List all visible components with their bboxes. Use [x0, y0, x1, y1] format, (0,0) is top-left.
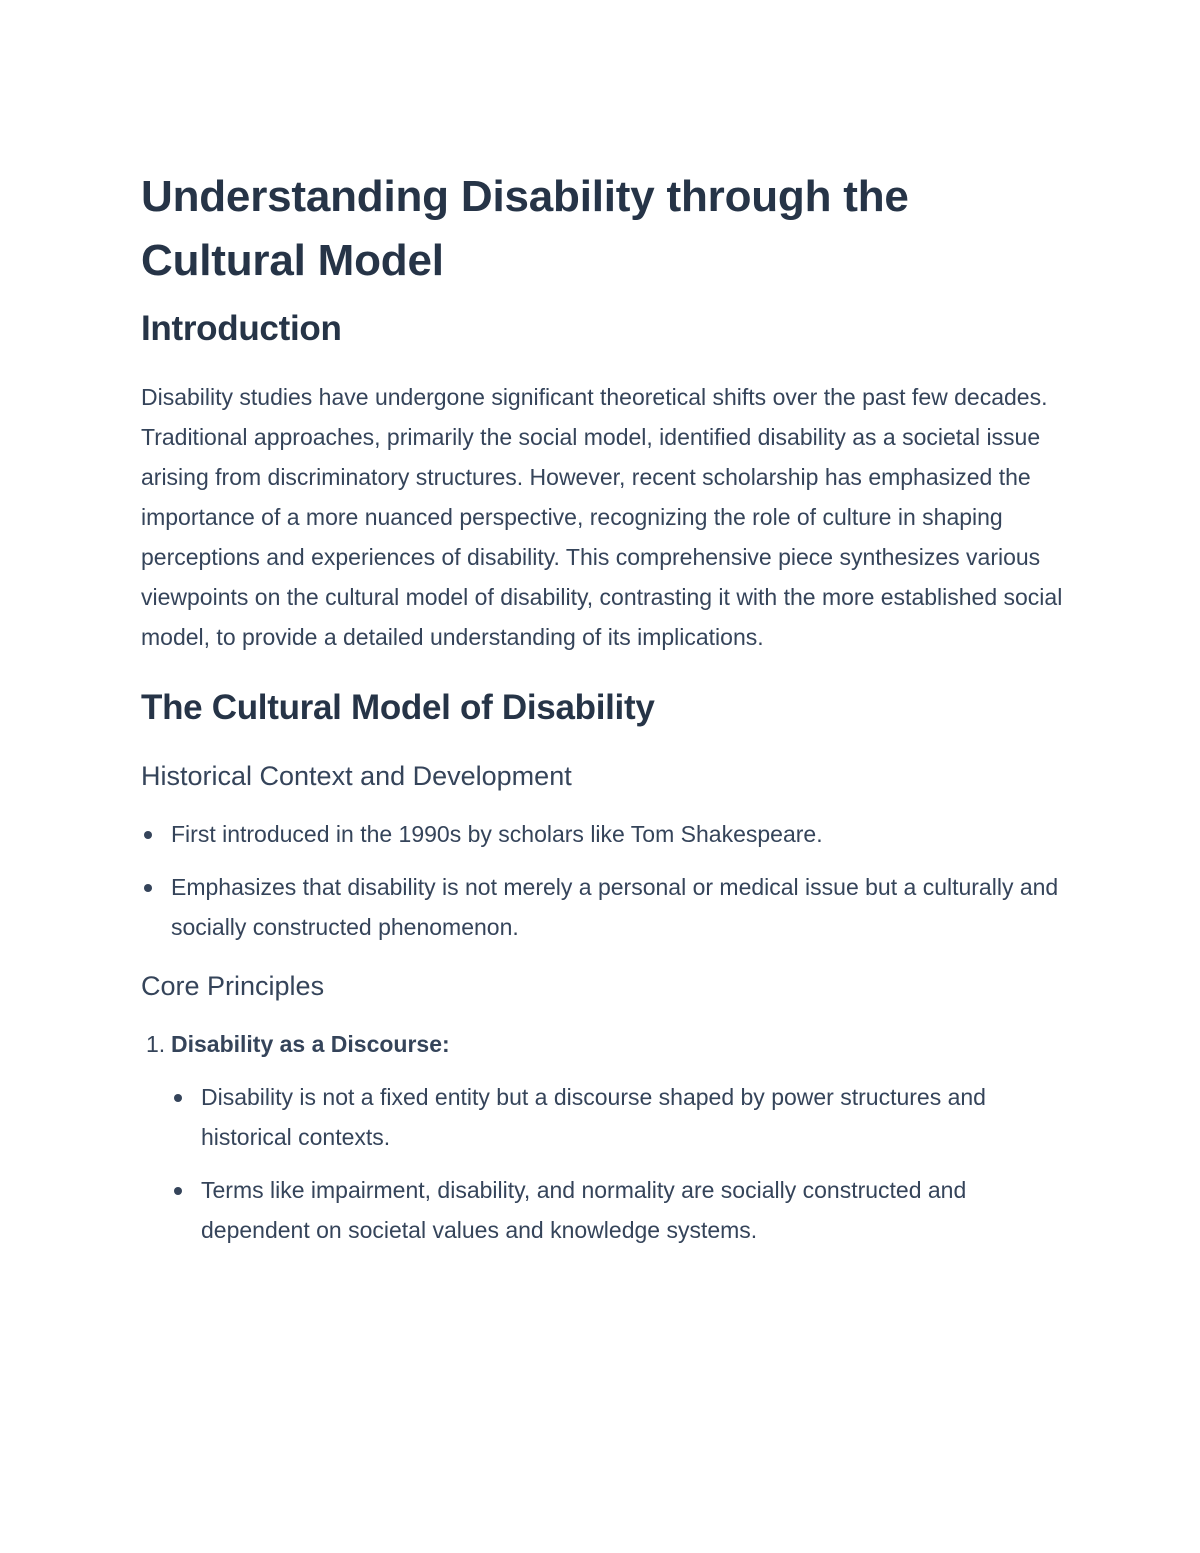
cultural-model-heading: The Cultural Model of Disability — [141, 688, 655, 727]
introduction-paragraph: Disability studies have undergone significant theoretical shifts over the past few decades. Traditional approaches, primarily the social model, identified disability as a societal issue arising from discriminatory structures. However, recent scholarship has emphasized the importance of a more nuanced perspective, recognizing the role of culture in shaping perceptions and experiences of disability. This comprehensive piece synthesizes various viewpoints on the cultural model of disability, contrasting it with the more established social model, to provide a detailed understanding of its implications. — [141, 384, 1063, 650]
list-item-text: First introduced in the 1990s by scholars like Tom Shakespeare. — [171, 821, 823, 847]
bullet-icon — [144, 831, 152, 839]
bullet-icon — [144, 884, 152, 892]
list-item-text: Emphasizes that disability is not merely a personal or medical issue but a culturally and socially constructed phenomenon. — [171, 874, 1059, 940]
bullet-icon — [174, 1094, 182, 1102]
core-principles-list — [141, 1024, 1071, 1064]
list-item-text: Disability is not a fixed entity but a discourse shaped by power structures and historical contexts. — [201, 1084, 986, 1150]
list-item — [141, 814, 1071, 854]
list-item — [171, 1170, 1071, 1250]
document-page — [141, 165, 1071, 1250]
numbered-list-item — [141, 1024, 1071, 1064]
historical-context-list — [141, 814, 1071, 947]
list-item — [171, 1077, 1071, 1157]
document-title: Understanding Disability through the Cultural Model — [141, 172, 909, 285]
core-principles-heading: Core Principles — [141, 971, 325, 1001]
principle-sub-list — [171, 1077, 1071, 1250]
list-item-text: Terms like impairment, disability, and normality are socially constructed and dependent on societal values and knowledge systems. — [201, 1177, 967, 1243]
principle-label: Disability as a Discourse: — [171, 1031, 450, 1057]
list-item — [141, 867, 1071, 947]
bullet-icon — [174, 1187, 182, 1195]
introduction-heading: Introduction — [141, 309, 342, 348]
list-number: 1. — [146, 1031, 166, 1057]
historical-context-heading: Historical Context and Development — [141, 761, 572, 791]
